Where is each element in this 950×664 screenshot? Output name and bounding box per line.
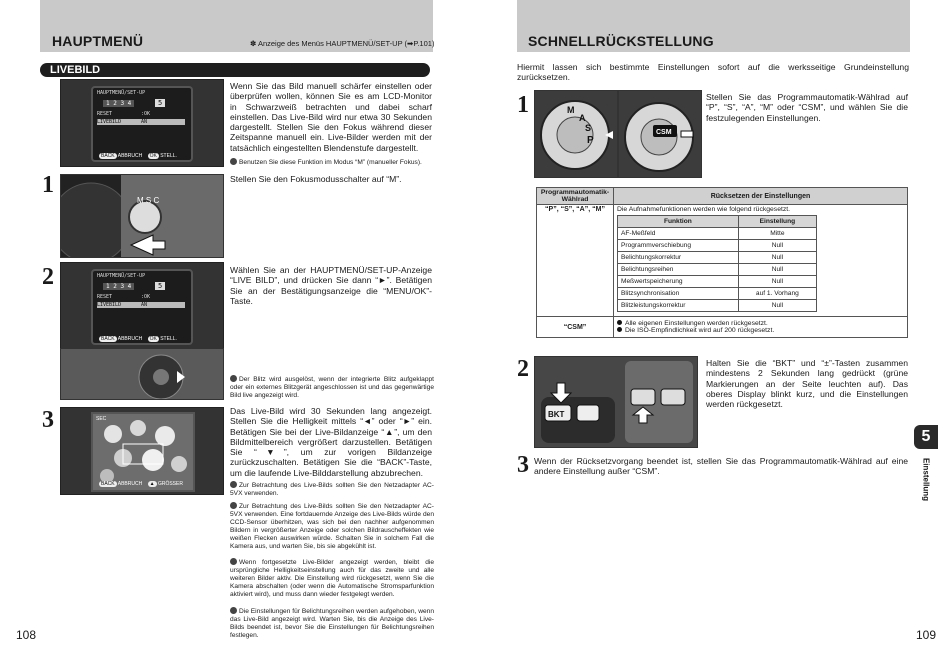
table-row: [618, 276, 817, 288]
right-page-number: 109: [916, 628, 937, 642]
dial-p: P: [587, 135, 594, 146]
lcd-screen: [91, 86, 193, 162]
section-title-livebild: LIVEBILD: [40, 63, 430, 77]
dpad-illustration: [61, 349, 223, 399]
left-note-1-text: Zur Betrachtung des Live-Bilds sollten Sie den Netzadapter AC-5VX verwenden. Eine fortdauernde Anzeige des Live-Bilds würde den CCD-Sensor überhitzen, was sich bei den nachher aufgenommen Bildern in vergrößerter Anzeige oder solchen Bildrauscheffekten wie weißen Flecken auswirken würde. Schalten Sie in solchem Fall die Kamera aus, und warten Sie, bis sie abgekühlt ist.: [230, 503, 434, 550]
right-step3-number: 3: [517, 452, 529, 478]
inner-header-func: Funktion: [618, 216, 739, 228]
left-step2-number: 2: [42, 264, 54, 290]
inner-func: Belichtungskorrektur: [618, 252, 739, 264]
lcd-tab-active: 5: [155, 99, 165, 107]
inner-func: Blitzleistungskorrektur: [618, 300, 739, 312]
chapter-label: Einstellung: [921, 457, 931, 502]
left-header-note: ✽ Anzeige des Menüs HAUPTMENÜ/SET-UP (➡P.101): [250, 39, 435, 48]
dial-s: S: [585, 123, 592, 133]
step2-note-text: Der Blitz wird ausgelöst, wenn der integrierte Blitz aufgeklappt oder ein externes Blitzgerät angeschlossen ist und das gegenwärtige Bild live angezeigt wird.: [230, 376, 434, 399]
step2-lcd-screen: [91, 269, 193, 345]
lcd-back-label: ABBRUCH: [117, 153, 143, 159]
lcd-row-livebild-label: LIVEBILD: [97, 119, 122, 125]
inner-settings-table: [617, 215, 817, 312]
liveview-buttons: [99, 481, 183, 487]
right-step3-text: Wenn der Rücksetzvorgang beendet ist, stellen Sie das Programmautomatik-Wählrad auf eine andere Einstellung außer “CSM”.: [534, 456, 908, 477]
inner-header-setting: Einstellung: [738, 216, 816, 228]
dial-csm-label: CSM: [656, 129, 672, 136]
lcd-row-reset-value: :OK: [141, 111, 151, 117]
bullet-icon: [617, 320, 622, 325]
reset-table-cell-pasm: [614, 205, 908, 317]
liveview-sec: SEC: [96, 416, 107, 422]
list-item: [617, 327, 904, 334]
lcd-ok-key: OK: [149, 153, 157, 159]
focus-switch-photo: [60, 174, 224, 258]
svg-text:M S C: M S C: [137, 196, 160, 205]
left-step1-number: 1: [42, 172, 54, 198]
liveview-back-key: BACK: [101, 481, 115, 487]
right-step1-number: 1: [517, 92, 529, 118]
left-step3-number: 3: [42, 407, 54, 433]
left-note-2-text: Wenn fortgesetzte Live-Bilder angezeigt werden, bleibt die ursprüngliche Helligkeitseinstellung auch für das zweite und alle weiteren Bilder aktiv. Die Einstellung wird rückgesetzt, wenn Sie die Kamera abschalten (oder wenn die Automatische Stromsparfunktion aktiviert wird), und muss dann wieder festgelegt werden.: [230, 559, 434, 598]
liveview-up-label: GRÖSSER: [157, 481, 183, 487]
list-item: [617, 320, 904, 327]
left-note-3-text: Die Einstellungen für Belichtungsreihen werden aufgehoben, wenn das Live-Bild angezeigt wird. Warten Sie, bis die Anzeige des Live-Bilds beendet ist, bevor Sie die Einstellungen für Belichtungsreihen festlegen.: [230, 608, 434, 639]
table-row: [618, 228, 817, 240]
step2-lcd-back-label: ABBRUCH: [117, 336, 143, 342]
inner-setting: Null: [738, 240, 816, 252]
step2-lcd-ok-key: OK: [149, 336, 157, 342]
lcd-title: HAUPTMENÜ/SET-UP: [97, 90, 146, 96]
intro-note-text: Benutzen Sie diese Funktion im Modus “M” (manueller Fokus).: [239, 159, 422, 166]
inner-setting: auf 1. Vorhang: [738, 288, 816, 300]
note-icon: [230, 481, 237, 488]
livebild-intro: Wenn Sie das Bild manuell schärfer einstellen oder überprüfen wollen, können Sie es am LCD-Monitor in Schwarzweiß betrachten und dabei scharf einstellen. Das Live-Bild wird nur etwa 30 Sekunden dargestellt. Stellen Sie den Fokus während dieser Zeitspanne manuell ein. Live-Bilder werden mit der tatsächlich eingestellten Blendenstufe dargestellt.: [230, 81, 432, 153]
table-row: [618, 240, 817, 252]
inner-func: Programmverschiebung: [618, 240, 739, 252]
inner-func: Blitzsynchronisation: [618, 288, 739, 300]
lcd-row-reset-label: RESET: [97, 111, 113, 117]
right-intro: Hiermit lassen sich bestimmte Einstellungen sofort auf die werksseitige Grundeinstellung zurücksetzen.: [517, 62, 909, 83]
left-step1-text: Stellen Sie den Fokusmodusschalter auf “M”.: [230, 174, 402, 184]
inner-setting: Mitte: [738, 228, 816, 240]
csm-bullet-1: Alle eigenen Einstellungen werden rückgesetzt.: [625, 320, 768, 327]
reset-table-header-dial: Programmautomatik-Wählrad: [537, 188, 614, 205]
step2-lcd-back-key: BACK: [101, 336, 115, 342]
step2-lcd-tab-active: 5: [155, 282, 165, 290]
bkt-buttons-photo: [534, 356, 698, 448]
mode-dial-csm: [619, 91, 701, 177]
reset-table-mode-csm: “CSM”: [537, 317, 614, 338]
liveview-back-label: ABBRUCH: [117, 481, 143, 487]
bkt-label: BKT: [548, 410, 565, 419]
lcd-row-livebild-value: AN: [141, 119, 148, 125]
step2-lcd-row-livebild-value: AN: [141, 302, 148, 308]
lcd-back-key: BACK: [101, 153, 115, 159]
step2-screen-photo: [60, 262, 224, 350]
reset-table-mode-pasm: “P”, “S”, “A”, “M”: [537, 205, 614, 317]
left-step3-text: Das Live-Bild wird 30 Sekunden lang angezeigt. Stellen Sie die Helligkeit mittels “◄” oder “►” ein. Betätigen Sie bei der Live-Bildanzeige “▲”, um den Bildmittelbereich vergrößert darzustellen. Betätigen Sie “▼”, um zur vorigen Bildanzeige zurückzuschalten. Betätigen Sie die “BACK”-Taste, um die laufende Live-Bilddarstellung abzubrechen.: [230, 406, 432, 478]
reset-table: [536, 187, 908, 338]
inner-setting: Null: [738, 252, 816, 264]
bkt-buttons-illustration: [535, 357, 697, 447]
chapter-tab: 5: [914, 425, 938, 449]
inner-func: Belichtungsreihen: [618, 264, 739, 276]
inner-setting: Null: [738, 264, 816, 276]
mode-dial-photo-2: [618, 90, 702, 178]
note-icon: [230, 558, 237, 565]
livebild-intro-note: [230, 158, 435, 167]
left-step3-adapter: [230, 481, 434, 498]
focus-switch-illustration: [61, 175, 223, 257]
left-step2-text: Wählen Sie an der HAUPTMENÜ/SET-UP-Anzeige “LIVE BILD”, und drücken Sie dann “►”. Betätigen Sie an der Bestätigungsanzeige die “MENU/OK”-Taste.: [230, 265, 432, 306]
liveview-photo: [60, 407, 224, 495]
inner-setting: Null: [738, 276, 816, 288]
step2-lcd-row-livebild-label: LIVEBILD: [97, 302, 122, 308]
lcd-tabs: 1 2 3 4: [103, 100, 134, 107]
step2-lcd-row-reset: [97, 294, 185, 300]
step2-lcd-row-reset-label: RESET: [97, 294, 113, 300]
left-header-title: HAUPTMENÜ: [52, 33, 144, 49]
step2-lcd-row-reset-value: :OK: [141, 294, 151, 300]
liveview-up-icon: ▲: [149, 481, 155, 487]
table-row: [618, 252, 817, 264]
note-icon: [230, 375, 237, 382]
inner-setting: Null: [738, 300, 816, 312]
dial-m: M: [567, 105, 575, 115]
liveview-screen: [91, 412, 195, 492]
left-page-number: 108: [16, 628, 37, 642]
csm-bullet-2: Die ISO-Empfindlichkeit wird auf 200 rückgesetzt.: [625, 327, 775, 334]
note-icon: [230, 502, 237, 509]
bullet-icon: [617, 327, 622, 332]
reset-table-header-reset: Rücksetzen der Einstellungen: [614, 188, 908, 205]
table-row: [618, 300, 817, 312]
table-row: [618, 264, 817, 276]
note-icon: [230, 607, 237, 614]
right-step1-text: Stellen Sie das Programmautomatik-Wählrad auf “P”, “S”, “A”, “M” oder “CSM”, und wählen Sie die festzulegenden Einstellungen.: [706, 92, 908, 123]
reset-table-cell-csm: [614, 317, 908, 338]
mode-dial-pasm: [535, 91, 617, 177]
step2-lcd-title: HAUPTMENÜ/SET-UP: [97, 273, 146, 279]
lcd-row-livebild: [97, 119, 185, 125]
dial-a: A: [579, 113, 586, 123]
right-header-title: SCHNELLRÜCKSTELLUNG: [528, 33, 714, 49]
inner-func: Meßwertspeicherung: [618, 276, 739, 288]
mode-dial-photo-1: [534, 90, 618, 178]
left-step2-note: [230, 375, 434, 400]
step3-adapter-text: Zur Betrachtung des Live-Bilds sollten Sie den Netzadapter AC-5VX verwenden.: [230, 482, 434, 497]
left-note-1: [230, 502, 434, 551]
dpad-photo: [60, 348, 224, 400]
step2-lcd-ok-label: STELL.: [160, 336, 177, 342]
note-icon: [230, 158, 237, 165]
left-note-2: [230, 558, 434, 599]
step2-lcd-row-livebild: [97, 302, 185, 308]
lcd-ok-label: STELL.: [160, 153, 177, 159]
inner-func: AF-Meßfeld: [618, 228, 739, 240]
reset-table-pasm-text: Die Aufnahmefunktionen werden wie folgend rückgesetzt.: [617, 206, 791, 213]
table-row: [618, 288, 817, 300]
lcd-buttons: [99, 153, 177, 159]
step2-lcd-tabs: 1 2 3 4: [103, 283, 134, 290]
camera-screen-photo: [60, 79, 224, 167]
right-step2-text: Halten Sie die “BKT” und “±”-Tasten zusammen mindestens 2 Sekunden lang gedrückt (grüne Markierungen an der Seite leuchten auf). Das oberes Display blinkt kurz, und die Einstellungen werden rückgesetzt.: [706, 358, 908, 410]
step2-lcd-buttons: [99, 336, 177, 342]
flower-image: [93, 414, 193, 490]
right-step2-number: 2: [517, 356, 529, 382]
left-note-3: [230, 607, 434, 640]
lcd-row-reset: [97, 111, 185, 117]
